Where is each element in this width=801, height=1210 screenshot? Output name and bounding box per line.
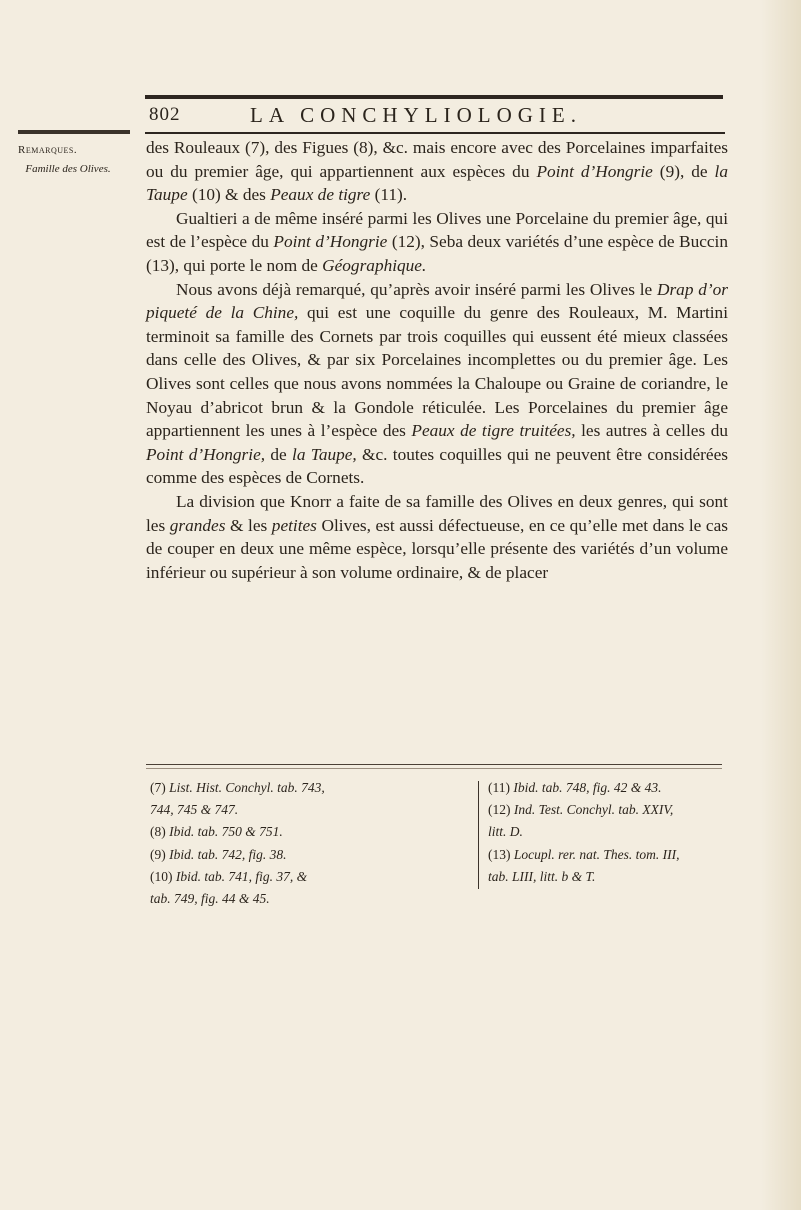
italic-run: la Taupe, — [292, 444, 357, 464]
text-run: (10) & des — [187, 185, 271, 205]
footnote-text: Ibid. tab. 741, fig. 37, & — [172, 868, 308, 884]
marginalia — [8, 144, 128, 175]
margin-subheading: Famille des Olives. — [25, 163, 111, 175]
footnote-rule-thin — [146, 768, 722, 769]
footnote-continuation — [150, 799, 460, 821]
footnote-number: (9) — [150, 846, 166, 862]
italic-run: Peaux de tigre truitées, — [411, 421, 576, 441]
italic-run: petites — [271, 515, 317, 535]
italic-run: Peaux de tigre — [270, 185, 371, 205]
text-run: de — [265, 444, 293, 464]
text-run: &c. toutes coquilles qui ne peuvent être considérées comme des espèces de Cornets. — [146, 444, 728, 488]
paper-edge-stain — [761, 0, 801, 1210]
margin-heading: Remarques. — [18, 144, 78, 156]
footnote-column-divider — [478, 781, 479, 889]
italic-run: la Taupe — [146, 161, 728, 205]
italic-run: grandes — [169, 515, 226, 535]
text-run: La division que Knorr a faite de sa famille des Olives en deux genres, qui sont les — [146, 491, 728, 535]
text-run: Gualtieri a de même inséré parmi les Olives une Porcelaine du premier âge, qui est de l’espèce du — [146, 208, 728, 252]
footnote-rule — [146, 764, 722, 765]
italic-run: Géographique. — [322, 255, 427, 275]
footnote-continuation — [488, 866, 728, 888]
italic-run: Point d’Hongrie, — [146, 444, 266, 464]
footnote-continuation — [150, 888, 460, 910]
footnote — [150, 866, 460, 888]
italic-run: Point d’Hongrie — [536, 161, 653, 181]
paragraph-4 — [146, 490, 728, 584]
footnote-text: tab. 749, fig. 44 & 45. — [150, 891, 270, 907]
footnote-text: tab. LIII, litt. b & T. — [488, 868, 596, 884]
footnote-text: Ibid. tab. 750 & 751. — [165, 824, 283, 840]
margin-rule — [18, 130, 130, 134]
footnote — [488, 844, 728, 866]
paragraph-1 — [146, 136, 728, 207]
text-run: les autres à celles du — [575, 421, 728, 441]
text-run: (9), de — [652, 161, 715, 181]
footnote-text: Ibid. tab. 748, fig. 42 & 43. — [510, 780, 662, 795]
page-header — [145, 104, 723, 132]
text-run: Olives, est aussi défectueuse, en ce qu’elle met dans le cas de couper en deux une même espèce, lorsqu’elle présente des variétés d’un volume inférieur ou supérieur à son volume ordinaire, & de placer — [146, 515, 728, 582]
header-rule — [145, 132, 725, 134]
footnotes-right-column — [488, 777, 728, 888]
paragraph-2 — [146, 207, 728, 278]
footnote — [150, 777, 460, 799]
footnote-text: 744, 745 & 747. — [150, 802, 239, 818]
footnote — [488, 799, 728, 821]
footnote-number: (11) — [488, 780, 510, 795]
footnote-number: (10) — [150, 868, 173, 884]
footnote — [150, 821, 460, 843]
footnote-text: Ind. Test. Conchyl. tab. XXIV, — [510, 802, 674, 818]
text-run: (12), Seba deux variétés d’une espèce de Buccin (13), qui porte le nom de — [146, 232, 728, 275]
footnote-number: (12) — [488, 802, 511, 818]
footnotes-left-column — [150, 777, 460, 910]
running-title: LA CONCHYLIOLOGIE. — [250, 103, 582, 127]
footnote-text: Ibid. tab. 742, fig. 38. — [165, 846, 287, 862]
text-run: & les — [225, 515, 272, 535]
footnote-text: List. Hist. Conchyl. tab. 743, — [165, 780, 325, 795]
text-run: des Rouleaux (7), des Figues (8), &c. mais encore avec des Porcelaines imparfaites ou du premier âge, qui appartiennent aux espèces du — [146, 138, 728, 181]
text-run: qui est une coquille du genre des Rouleaux, M. Martini terminoit sa famille des Cornets par trois coquilles qui eussent été mieux classées dans celle des Olives, & par six Porcelaines incomplettes ou du premier âge. Les Olives sont celles que nous avons nommées la Chaloupe ou Graine de coriandre, le Noyau d’abricot brun & la Gondole réticulée. Les Porcelaines du premier âge appartiennent les unes à l’espèce des — [146, 303, 728, 441]
body-text — [146, 136, 728, 584]
footnote-number: (13) — [488, 846, 511, 862]
footnote — [150, 844, 460, 866]
footnote-text: litt. D. — [488, 824, 523, 840]
italic-run: Drap d’or piqueté de la Chine, — [146, 279, 728, 323]
footnote-number: (7) — [150, 780, 166, 795]
text-run: (11). — [370, 185, 408, 205]
footnote — [488, 777, 728, 799]
footnote-number: (8) — [150, 824, 166, 840]
paragraph-3 — [146, 278, 728, 490]
footnote-continuation — [488, 821, 728, 843]
top-rule — [145, 95, 723, 99]
italic-run: Point d’Hongrie — [273, 232, 388, 252]
page-number: 802 — [149, 104, 181, 125]
footnote-text: Locupl. rer. nat. Thes. tom. III, — [510, 846, 680, 862]
text-run: Nous avons déjà remarqué, qu’après avoir inséré parmi les Olives le — [176, 279, 657, 299]
